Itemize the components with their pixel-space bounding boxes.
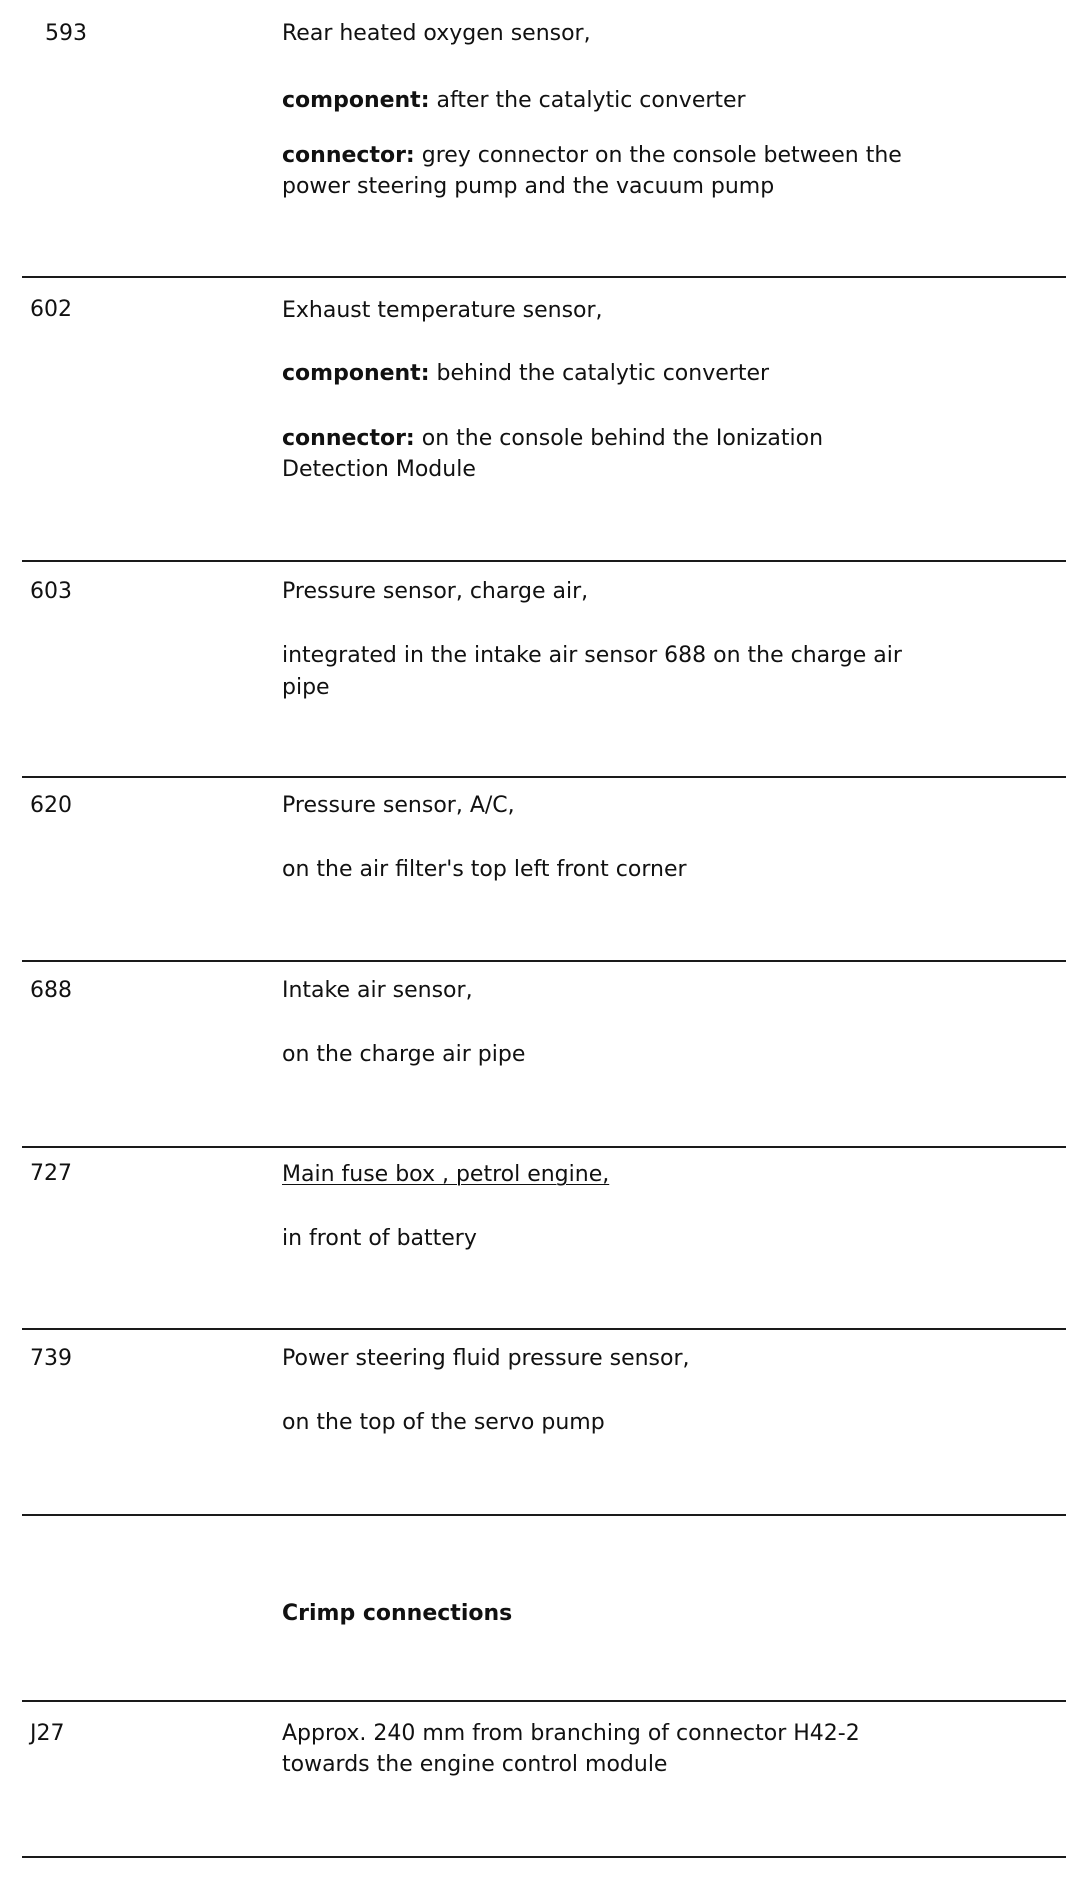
entry-code: 603 [30, 579, 72, 604]
connector-line [282, 424, 1042, 454]
entry-title: Pressure sensor, A/C, [282, 793, 515, 818]
main-fuse-box-link[interactable]: Main fuse box , petrol engine, [282, 1162, 610, 1187]
entry-description-cont: towards the engine control module [282, 1752, 668, 1777]
component-text: after the catalytic converter [436, 88, 746, 113]
entry-title: Exhaust temperature sensor, [282, 298, 603, 323]
divider [22, 960, 1066, 962]
component-label: component: [282, 88, 430, 113]
entry-description: on the air filter's top left front corner [282, 857, 687, 882]
entry-description: in front of battery [282, 1226, 477, 1251]
divider [22, 1700, 1066, 1702]
component-line [282, 359, 1042, 389]
entry-description: on the charge air pipe [282, 1042, 526, 1067]
divider [22, 560, 1066, 562]
divider [22, 1146, 1066, 1148]
divider [22, 276, 1066, 278]
divider [22, 1856, 1066, 1858]
entry-title: Pressure sensor, charge air, [282, 579, 589, 604]
component-text: behind the catalytic converter [436, 361, 770, 386]
entry-title: Power steering fluid pressure sensor, [282, 1346, 690, 1371]
entry-code: 593 [45, 21, 87, 46]
entry-code: 727 [30, 1161, 72, 1186]
connector-line [282, 141, 1042, 171]
entry-description: integrated in the intake air sensor 688 on the charge air [282, 643, 902, 668]
entry-code: 620 [30, 793, 72, 818]
entry-code: 688 [30, 978, 72, 1003]
entry-description-cont: pipe [282, 675, 330, 700]
connector-label: connector: [282, 426, 415, 451]
connector-text: grey connector on the console between the [421, 143, 902, 168]
entry-code: 602 [30, 297, 72, 322]
entry-code: 739 [30, 1346, 72, 1371]
connector-text: on the console behind the Ionization [421, 426, 824, 451]
component-line [282, 86, 1042, 116]
section-heading: Crimp connections [282, 1601, 513, 1626]
divider [22, 776, 1066, 778]
connector-label: connector: [282, 143, 415, 168]
entry-code: J27 [30, 1721, 65, 1746]
entry-title: Intake air sensor, [282, 978, 473, 1003]
divider [22, 1328, 1066, 1330]
divider [22, 1514, 1066, 1516]
entry-title: Rear heated oxygen sensor, [282, 21, 591, 46]
entry-title-line [282, 1160, 1042, 1190]
connector-line-cont: Detection Module [282, 457, 476, 482]
entry-description: on the top of the servo pump [282, 1410, 605, 1435]
entry-description: Approx. 240 mm from branching of connector H42-2 [282, 1721, 860, 1746]
connector-line-cont: power steering pump and the vacuum pump [282, 174, 775, 199]
component-label: component: [282, 361, 430, 386]
